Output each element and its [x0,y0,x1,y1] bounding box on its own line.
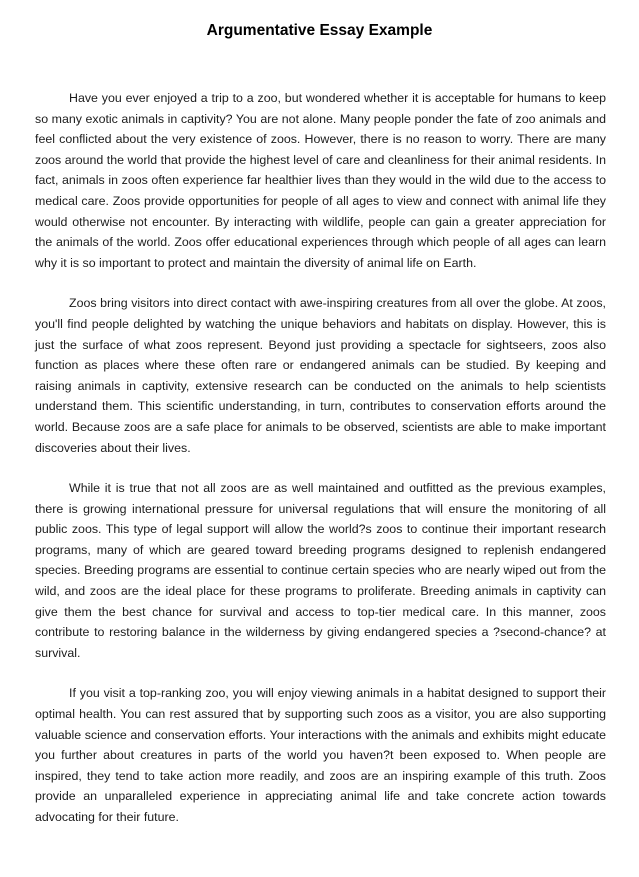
paragraph-3: While it is true that not all zoos are as well maintained and outfitted as the previous examples, there is growing international pressure for universal regulations that will ensure the monitoring of all public zoos. This type of legal support will allow the world?s zoos to continue their important research programs, many of which are geared toward breeding programs designed to replenish endangered species. Breeding programs are essential to continue certain species who are nearly wiped out from the wild, and zoos are the ideal place for these programs to proliferate. Breeding animals in captivity can give them the best chance for survival and access to top-tier medical care. In this manner, zoos contribute to restoring balance in the wilderness by giving endangered species a ?second-chance? at survival. [35,481,606,660]
document-title: Argumentative Essay Example [206,22,433,39]
paragraph-2: Zoos bring visitors into direct contact with awe-inspiring creatures from all over the globe. At zoos, you'll find people delighted by watching the unique behaviors and habitats on display. However, this is just the surface of what zoos represent. Beyond just providing a spectacle for sightseers, zoos also function as places where these often rare or endangered animals can be studied. By keeping and raising animals in captivity, extensive research can be conducted on the animals to help scientists understand them. This scientific understanding, in turn, contributes to conservation efforts around the world. Because zoos are a safe place for animals to be observed, scientists are able to make important discoveries about their lives. [35,296,606,455]
paragraph-1: Have you ever enjoyed a trip to a zoo, but wondered whether it is acceptable for humans to keep so many exotic animals in captivity? You are not alone. Many people ponder the fate of zoo animals and feel conflicted about the very existence of zoos. However, there is no reason to worry. There are many zoos around the world that provide the highest level of care and cleanliness for their animal residents. In fact, animals in zoos often experience far healthier lives than they would in the wild due to the access to medical care. Zoos provide opportunities for people of all ages to view and connect with animal life they would otherwise not encounter. By interacting with wildlife, people can gain a greater appreciation for the animals of the world. Zoos offer educational experiences through which people of all ages can learn why it is so important to protect and maintain the diversity of animal life on Earth. [35,91,606,270]
paragraph-4: If you visit a top-ranking zoo, you will enjoy viewing animals in a habitat designed to support their optimal health. You can rest assured that by supporting such zoos as a visitor, you are also supporting valuable science and conservation efforts. Your interactions with the animals and exhibits might educate you further about creatures in parts of the world you haven?t been exposed to. When people are inspired, they tend to take action more readily, and zoos are an inspiring example of this truth. Zoos provide an unparalleled experience in appreciating animal life and take concrete action towards advocating for their future. [35,686,606,824]
essay-body [35,88,606,848]
